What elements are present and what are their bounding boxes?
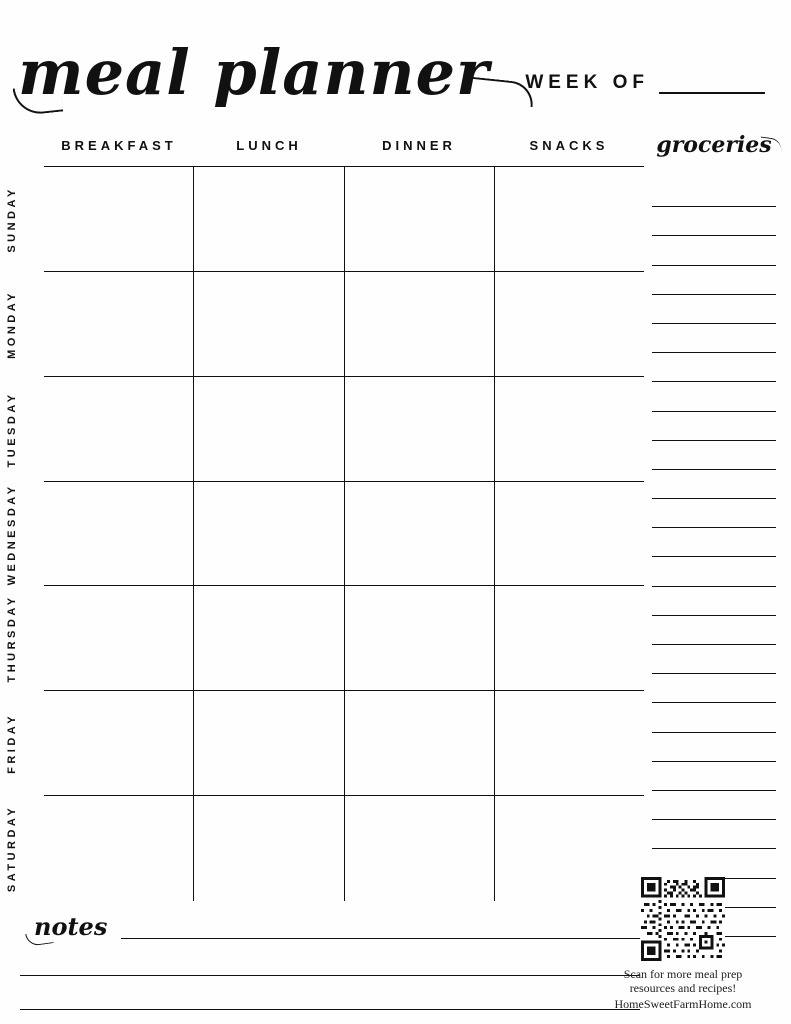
cell-tuesday-breakfast[interactable] xyxy=(44,377,194,481)
footer-website: HomeSweetFarmHome.com xyxy=(614,997,752,1011)
list-item[interactable] xyxy=(652,791,776,820)
cell-tuesday-lunch[interactable] xyxy=(194,377,344,481)
list-item[interactable] xyxy=(652,733,776,762)
notes-line[interactable] xyxy=(20,942,640,976)
cell-friday-dinner[interactable] xyxy=(345,691,495,795)
column-header-lunch: LUNCH xyxy=(236,138,302,153)
qr-caption-line-2: resources and recipes! xyxy=(629,981,737,995)
list-item[interactable] xyxy=(652,236,776,265)
notes-line[interactable] xyxy=(121,916,640,939)
cell-saturday-dinner[interactable] xyxy=(345,796,495,901)
list-item[interactable] xyxy=(652,470,776,499)
cell-wednesday-snacks[interactable] xyxy=(495,482,644,586)
table-row xyxy=(6,377,644,482)
page-header xyxy=(0,24,791,114)
list-item[interactable] xyxy=(652,412,776,441)
table-row xyxy=(6,586,644,691)
cell-saturday-breakfast[interactable] xyxy=(44,796,194,901)
qr-footer xyxy=(597,877,769,1012)
cell-thursday-snacks[interactable] xyxy=(495,586,644,690)
list-item[interactable] xyxy=(652,849,776,878)
notes-header xyxy=(20,912,640,942)
cell-thursday-breakfast[interactable] xyxy=(44,586,194,690)
day-label-saturday: SATURDAY xyxy=(6,804,18,893)
cell-monday-lunch[interactable] xyxy=(194,272,344,376)
cell-monday-dinner[interactable] xyxy=(345,272,495,376)
day-label-sunday: SUNDAY xyxy=(6,186,18,253)
table-row xyxy=(6,167,644,272)
notes-title: notes xyxy=(34,912,108,941)
cell-friday-breakfast[interactable] xyxy=(44,691,194,795)
column-headers xyxy=(44,132,644,166)
cell-friday-snacks[interactable] xyxy=(495,691,644,795)
cell-friday-lunch[interactable] xyxy=(194,691,344,795)
list-item[interactable] xyxy=(652,528,776,557)
groceries-title: groceries xyxy=(656,132,772,158)
table-row xyxy=(6,482,644,587)
cell-wednesday-breakfast[interactable] xyxy=(44,482,194,586)
cell-thursday-dinner[interactable] xyxy=(345,586,495,690)
cell-sunday-lunch[interactable] xyxy=(194,167,344,271)
week-of-input[interactable] xyxy=(659,70,765,94)
cell-wednesday-lunch[interactable] xyxy=(194,482,344,586)
day-label-monday: MONDAY xyxy=(6,289,18,359)
list-item[interactable] xyxy=(652,353,776,382)
list-item[interactable] xyxy=(652,645,776,674)
planner-rows xyxy=(6,166,644,900)
qr-code-icon[interactable] xyxy=(641,877,725,961)
cell-monday-snacks[interactable] xyxy=(495,272,644,376)
list-item[interactable] xyxy=(652,703,776,732)
cell-wednesday-dinner[interactable] xyxy=(345,482,495,586)
day-label-tuesday: TUESDAY xyxy=(6,391,18,468)
planner-grid xyxy=(6,132,644,900)
cell-tuesday-snacks[interactable] xyxy=(495,377,644,481)
list-item[interactable] xyxy=(652,382,776,411)
table-row xyxy=(6,272,644,377)
cell-sunday-snacks[interactable] xyxy=(495,167,644,271)
cell-sunday-breakfast[interactable] xyxy=(44,167,194,271)
list-item[interactable] xyxy=(652,820,776,849)
table-row xyxy=(6,796,644,901)
list-item[interactable] xyxy=(652,557,776,586)
cell-saturday-lunch[interactable] xyxy=(194,796,344,901)
column-header-dinner: DINNER xyxy=(382,138,456,153)
list-item[interactable] xyxy=(652,266,776,295)
list-item[interactable] xyxy=(652,295,776,324)
list-item[interactable] xyxy=(652,674,776,703)
cell-sunday-dinner[interactable] xyxy=(345,167,495,271)
cell-thursday-lunch[interactable] xyxy=(194,586,344,690)
groceries-section xyxy=(652,130,776,937)
day-label-wednesday: WEDNESDAY xyxy=(6,482,18,585)
list-item[interactable] xyxy=(652,587,776,616)
list-item[interactable] xyxy=(652,499,776,528)
week-of-field[interactable] xyxy=(525,70,765,94)
day-label-friday: FRIDAY xyxy=(6,713,18,775)
week-of-label: WEEK OF xyxy=(525,72,649,93)
qr-caption-line-1: Scan for more meal prep xyxy=(623,967,743,981)
groceries-list xyxy=(652,178,776,937)
list-item[interactable] xyxy=(652,324,776,353)
list-item[interactable] xyxy=(652,762,776,791)
page-title: meal planner xyxy=(18,36,490,109)
column-header-snacks: SNACKS xyxy=(529,138,609,153)
day-label-thursday: THURSDAY xyxy=(6,594,18,683)
list-item[interactable] xyxy=(652,178,776,207)
cell-tuesday-dinner[interactable] xyxy=(345,377,495,481)
list-item[interactable] xyxy=(652,441,776,470)
list-item[interactable] xyxy=(652,616,776,645)
notes-section xyxy=(20,912,640,1010)
notes-line[interactable] xyxy=(20,976,640,1010)
cell-monday-breakfast[interactable] xyxy=(44,272,194,376)
table-row xyxy=(6,691,644,796)
list-item[interactable] xyxy=(652,207,776,236)
column-header-breakfast: BREAKFAST xyxy=(61,138,177,153)
